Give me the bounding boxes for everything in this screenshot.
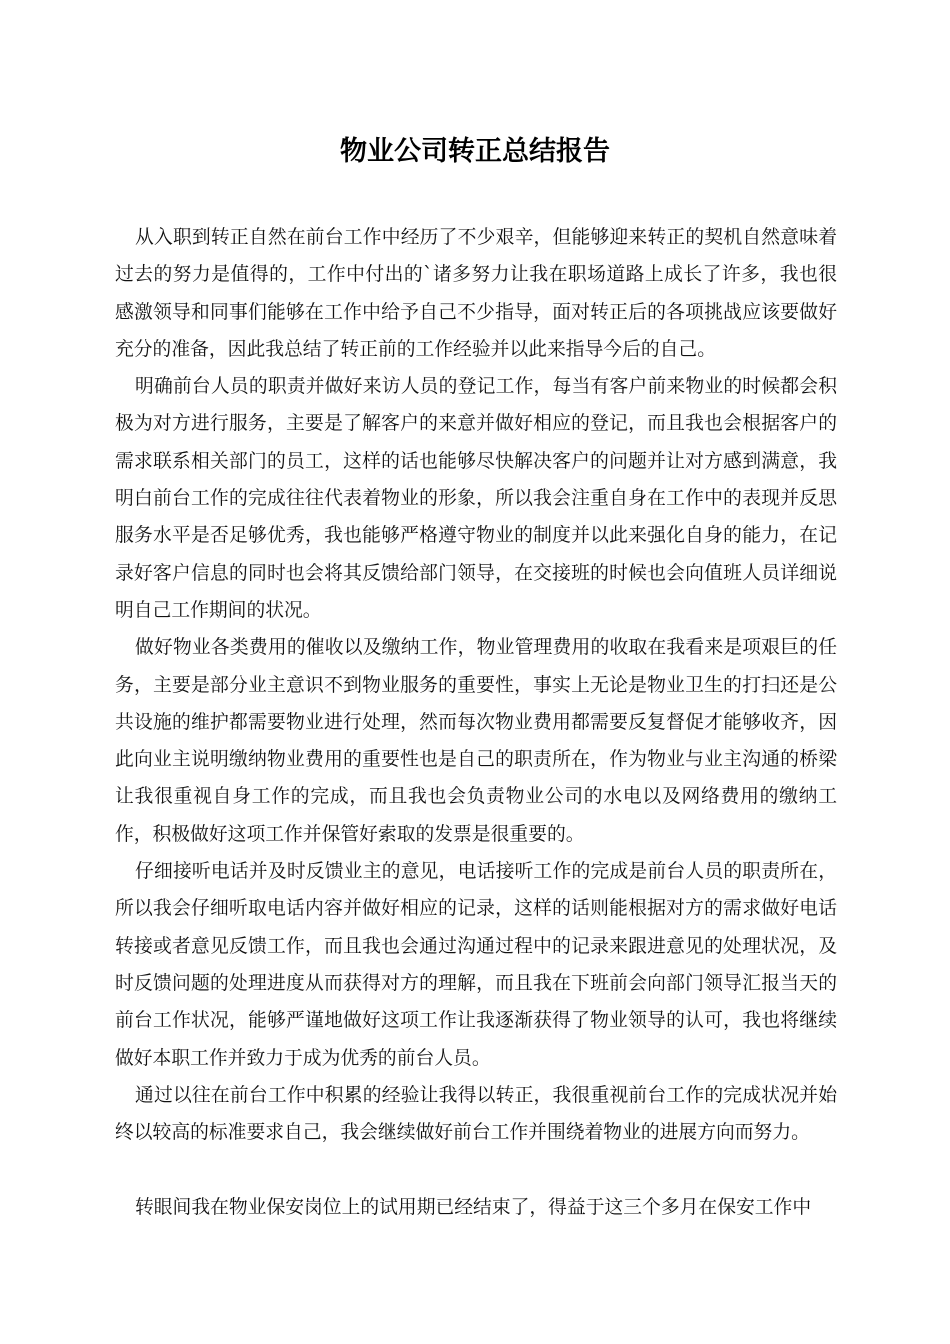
paragraph-intro: 从入职到转正自然在前台工作中经历了不少艰辛，但能够迎来转正的契机自然意味着过去的努力是值得的，工作中付出的`诸多努力让我在职场道路上成长了许多，我也很感激领导和同事们能够在工作中给予自己不少指导，面对转正后的各项挑战应该要做好充分的准备，因此我总结了转正前的工作经验并以此来指导今后的自己。 — [115, 227, 837, 360]
paragraph-fee-collection: 做好物业各类费用的催收以及缴纳工作，物业管理费用的收取在我看来是项艰巨的任务，主要是部分业主意识不到物业服务的重要性，事实上无论是物业卫生的打扫还是公共设施的维护都需要物业进行处理，然而每次物业费用都需要反复督促才能够收齐，因此向业主说明缴纳物业费用的重要性也是自己的职责所在，作为物业与业主沟通的桥梁让我很重视自身工作的完成，而且我也会负责物业公司的水电以及网络费用的缴纳工作，积极做好这项工作并保管好索取的发票是很重要的。 — [115, 637, 837, 845]
paragraph-conclusion: 通过以往在前台工作中积累的经验让我得以转正，我很重视前台工作的完成状况并始终以较高的标准要求自己，我会继续做好前台工作并围绕着物业的进展方向而努力。 — [115, 1084, 837, 1144]
paragraph-security-intro: 转眼间我在物业保安岗位上的试用期已经结束了，得益于这三个多月在保安工作中 — [135, 1196, 812, 1218]
document-body — [115, 219, 837, 1226]
document-title: 物业公司转正总结报告 — [340, 136, 610, 167]
paragraph-reception-duties: 明确前台人员的职责并做好来访人员的登记工作，每当有客户前来物业的时候都会积极为对方进行服务，主要是了解客户的来意并做好相应的登记，而且我也会根据客户的需求联系相关部门的员工，这样的话也能够尽快解决客户的问题并让对方感到满意，我明白前台工作的完成往往代表着物业的形象，所以我会注重自身在工作中的表现并反思服务水平是否足够优秀，我也能够严格遵守物业的制度并以此来强化自身的能力，在记录好客户信息的同时也会将其反馈给部门领导，在交接班的时候也会向值班人员详细说明自己工作期间的状况。 — [115, 376, 837, 621]
paragraph-phone-handling: 仔细接听电话并及时反馈业主的意见，电话接听工作的完成是前台人员的职责所在，所以我会仔细听取电话内容并做好相应的记录，这样的话则能根据对方的需求做好电话转接或者意见反馈工作，而且我也会通过沟通过程中的记录来跟进意见的处理状况，及时反馈问题的处理进度从而获得对方的理解，而且我在下班前会向部门领导汇报当天的前台工作状况，能够严谨地做好这项工作让我逐渐获得了物业领导的认可，我也将继续做好本职工作并致力于成为优秀的前台人员。 — [115, 861, 837, 1069]
paragraph-gap — [115, 1151, 837, 1188]
